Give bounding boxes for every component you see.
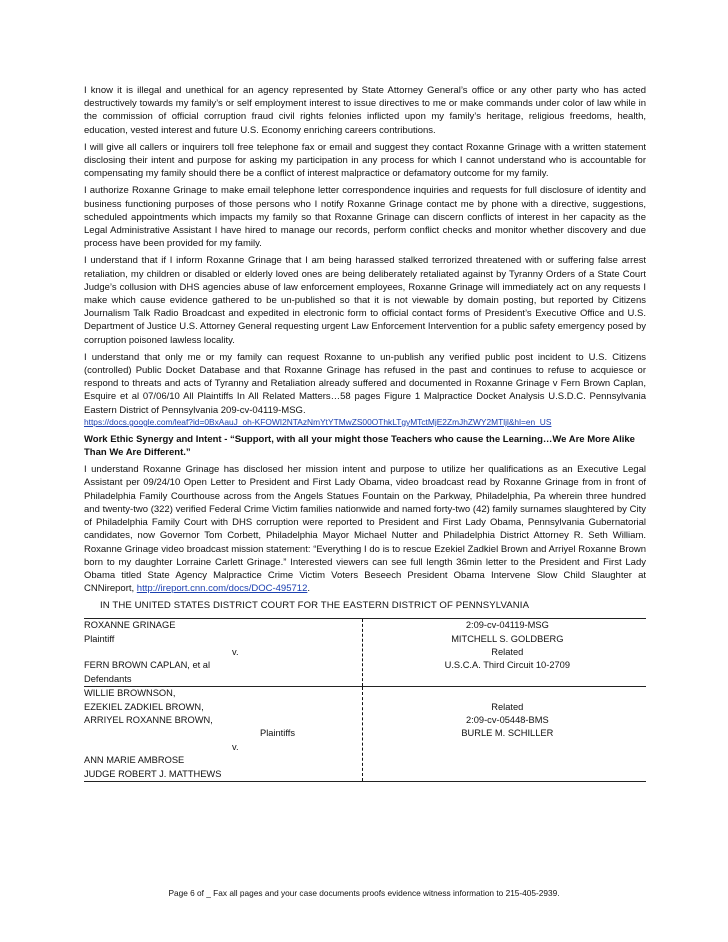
case-2-plaintiff-2: EZEKIEL ZADKIEL BROWN,: [84, 701, 204, 712]
case-caption-table: [84, 618, 646, 782]
case-2-related: Related: [491, 701, 524, 712]
paragraph-3: I authorize Roxanne Grinage to make email telephone letter correspondence inquiries and requests for full disclosure of identity and business functioning purposes of those persons who I notify Roxanne Grinage contact me by phone with a directive, suggestions, scheduled appointments which impacts my family so that Roxanne Grinage can discern conflicts of interest in her capacity as the Legal Administrative Assistant I have hired to manage our records, perform conflict checks and monitor whether discovery and due process have been provided for my family.: [84, 185, 646, 250]
case-1-judge: MITCHELL S. GOLDBERG: [451, 633, 564, 644]
case-1-defendant-label: Defendants: [84, 673, 132, 684]
case-row-1: [84, 619, 646, 687]
google-docs-link-line: [84, 417, 646, 428]
paragraph-1: I know it is illegal and unethical for an agency represented by State Attorney General’s office or any other party who has acted destructively towards my family’s or self employment interest to issue directives to me or make commands under color of law while in the commission of official corruption fraud civil rights felonies inflicted upon my family’s heritage, religious freedoms, health, education, vested interest and future U.S. Economy enriching careers contributions.: [84, 85, 646, 136]
case-2-versus: v.: [232, 741, 239, 752]
case-1-parties: [84, 619, 362, 687]
case-2-plaintiff-1: WILLIE BROWNSON,: [84, 688, 176, 699]
paragraph-2: I will give all callers or inquirers toll free telephone fax or email and suggest they contact Roxanne Grinage with a written statement disclosing their intent and purpose for asking my participation in any process for which I cannot understand who is accountable for compensating my family should there be a conflict of interest malpractice or defamatory outcome for my family.: [84, 141, 646, 180]
case-1-plaintiff-name: ROXANNE GRINAGE: [84, 620, 176, 631]
case-1-info: [369, 619, 646, 687]
paragraph-6-text: I understand Roxanne Grinage has disclosed her mission intent and purpose to utilize her qualifications as an Executive Legal Assistant per 09/24/10 Open Letter to President and First Lady Obama, video broadcast read by Roxanne Grinage from in front of Philadelphia Family Courthouse across from the Angels Statues Fountain on the Parkway, Philadelphia, Pa wherein three hundred and twenty-two (322) verified Federal Crime Victim families nationwide and named forty-two (42) family surnames slaughtered by City of Philadelphia Family Court with DHS corruption were reported to President and First Lady Obama, Pennsylvania Gubernatorial candidates, now Governor Tom Corbett, Philadelphia Mayor Michael Nutter and Philadelphia District Attorney R. Seth William. Roxanne Grinage video broadcast mission statement: “Everything I do is to rescue Ezekiel Zadkiel Brown and Arriyel Roxanne Brown born to my daughter Lorraine Carlett Grinage.” Interested viewers can see full length 36min letter to the President and First Lady Obama titled State Agency Malpractice Crime Victim Voters Beseech President Obama Intervene Slow Child Slaughter at CNNireport,: [84, 464, 646, 595]
case-row-2: [84, 687, 646, 782]
case-2-plaintiffs-label: Plaintiffs: [260, 728, 295, 739]
google-docs-link[interactable]: https://docs.google.com/leaf?id=0BxAauJ_oh-KFOWI2NTAzNmYtYTMwZS00OThkLTgyMTctMjE2ZmJhZWY2MTljl&hl=en_US: [84, 416, 552, 427]
case-2-judge: BURLE M. SCHILLER: [461, 728, 554, 739]
court-title: IN THE UNITED STATES DISTRICT COURT FOR THE EASTERN DISTRICT OF PENNSYLVANIA: [100, 600, 530, 612]
case-2-plaintiff-3: ARRIYEL ROXANNE BROWN,: [84, 715, 213, 726]
case-1-plaintiff-label: Plaintiff: [84, 633, 115, 644]
section-heading: Work Ethic Synergy and Intent - “Support, with all your might those Teachers who cause the Learning…We Are More Alike Than We Are Different.”: [84, 433, 635, 459]
case-1-related: Related: [491, 647, 524, 658]
paragraph-4: I understand that if I inform Roxanne Grinage that I am being harassed stalked terrorized threatened with or suffering false arrest retaliation, my children or disabled or elderly loved ones are being deliberately retaliated against by Tyranny Orders of a State Court Judge’s collusion with DHS agencies abuse of law enforcement employees, Roxanne Grinage will immediately act on any requests I make which cause evidence gathered to be un-published so that it is not viewable by domain posting, but reported by Citizens Journalism Talk Radio Broadcast and expedited in electronic form to official contact forms of President’s Executive Office and U.S. Department of Justice U.S. Attorney General requesting urgent Law Enforcement Intervention for a public safety emergency posed by corruption poisoned lawless locality.: [84, 255, 646, 346]
case-2-info: [369, 687, 646, 782]
case-1-versus: v.: [232, 647, 239, 658]
paragraph-6: [84, 463, 646, 595]
case-1-defendant-name: FERN BROWN CAPLAN, et al: [84, 660, 211, 671]
case-2-parties: [84, 687, 362, 782]
case-2-defendant-1: ANN MARIE AMBROSE: [84, 755, 185, 766]
page-footer: Page 6 of _ Fax all pages and your case documents proofs evidence witness information to 215-405-2939.: [168, 888, 560, 898]
document-body: [84, 84, 646, 782]
paragraph-6-end: .: [307, 583, 310, 595]
case-2-spacer: [369, 687, 646, 700]
case-1-appeal: U.S.C.A. Third Circuit 10-2709: [444, 660, 571, 671]
case-1-number: 2:09-cv-04119-MSG: [465, 620, 549, 631]
paragraph-5: I understand that only me or my family can request Roxanne to un-publish any verified public post incident to U.S. Citizens (controlled) Public Docket Database and that Roxanne Grinage has refused in the past and continues to refuse to acquiesce or respond to threats and acts of Tyranny and Retaliation already suffered and documented in Roxanne Grinage v Fern Brown Caplan, Esquire et al 07/06/10 All Plaintiffs In All Related Matters…58 pages Figure 1 Malpractice Docket Analysis U.S.D.C. Pennsylvania Eastern District of Pennsylvania 209-cv-04119-MSG.: [84, 351, 646, 416]
case-2-defendant-2: JUDGE ROBERT J. MATTHEWS: [84, 768, 222, 779]
cnn-ireport-link[interactable]: http://ireport.cnn.com/docs/DOC-495712: [136, 583, 308, 595]
case-2-number: 2:09-cv-05448-BMS: [465, 715, 549, 726]
